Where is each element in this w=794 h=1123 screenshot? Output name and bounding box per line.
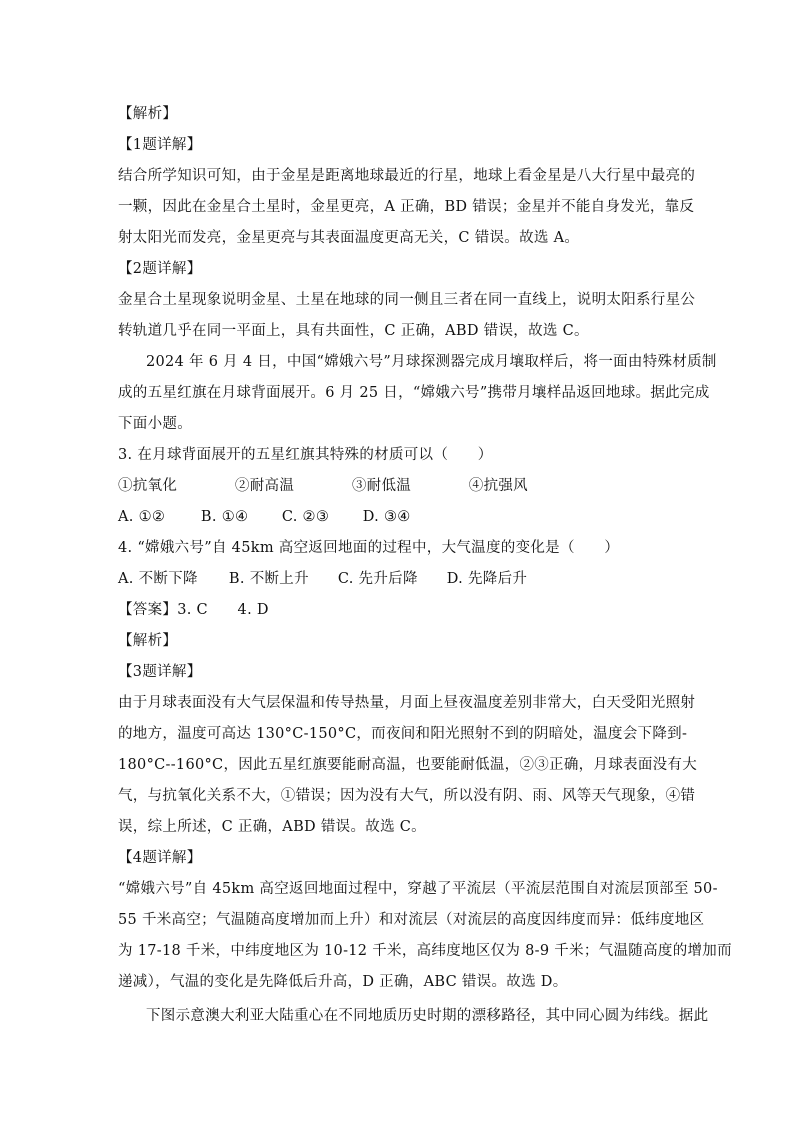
q4-choice: C. 先升后降 [337,571,418,587]
passage-line: 下图示意澳大利亚大陆重心在不同地质历史时期的漂移路径，其中同心圆为纬线。据此 [146,1008,709,1024]
text-line: 误，综上所述，C 正确，ABD 错误。故选 C。 [118,819,426,835]
text-line: 55 千米高空；气温随高度增加而上升）和对流层（对流层的高度因纬度而异：低纬度地区 [118,912,705,928]
q4-choice: A. 不断下降 [118,571,198,587]
question-3: 3. 在月球背面展开的五星红旗其特殊的材质可以（ ） [118,447,493,463]
passage-line: 成的五星红旗在月球背面展开。6 月 25 日，“嫦娥六号”携带月壤样品返回地球。据此完成 [118,385,710,401]
q3-choice: B. ①④ [200,509,249,525]
text-line: 一颗，因此在金星合土星时，金星更亮，A 正确，BD 错误；金星并不能自身发光，靠反 [118,199,695,215]
q3-choice: A. ①② [118,509,166,525]
subheading-q2: 【2题详解】 [118,261,202,277]
passage-line: 2024 年 6 月 4 日，中国“嫦娥六号”月球探测器完成月壤取样后，将一面由特殊材质制 [146,354,717,370]
q3-statement: ③耐低温 [351,478,412,494]
text-line: 递减），气温的变化是先降低后升高，D 正确，ABC 错误。故选 D。 [118,974,568,990]
text-line: 转轨道几乎在同一平面上，具有共面性，C 正确，ABD 错误，故选 C。 [118,323,589,339]
text-line: “嫦娥六号”自 45km 高空返回地面过程中，穿越了平流层（平流层范围自对流层顶部至 50- [118,881,718,897]
q3-choice: D. ③④ [362,509,411,525]
subheading-q4: 【4题详解】 [118,850,202,866]
text-line: 气，与抗氧化关系不大，①错误；因为没有大气，所以没有阴、雨、风等天气现象，④错 [118,788,696,804]
subheading-q1: 【1题详解】 [118,137,202,153]
text-line: 结合所学知识可知，由于金星是距离地球最近的行星，地球上看金星是八大行星中最亮的 [118,168,696,184]
text-line: 为 17-18 千米，中纬度地区为 10-12 千米，高纬度地区仅为 8-9 千米；气温随高度的增加而 [118,943,732,959]
q4-choices [118,569,527,589]
answer-line: 【答案】3. C 4. D [118,602,269,618]
subheading-q3: 【3题详解】 [118,664,202,680]
text-line: 由于月球表面没有大气层保温和传导热量，月面上昼夜温度差别非常大，白天受阳光照射 [118,695,696,711]
q3-statements [118,476,528,496]
q3-choice: C. ②③ [281,509,330,525]
text-line: 的地方，温度可高达 130°C-150°C，而夜间和阳光照射不到的阴暗处，温度会下降到- [118,726,688,742]
q4-choice: B. 不断上升 [228,571,309,587]
q3-statement: ④抗强风 [468,478,528,494]
text-line: 180°C--160°C，因此五星红旗要能耐高温，也要能耐低温，②③正确，月球表面没有大 [118,757,698,773]
question-4: 4. “嫦娥六号”自 45km 高空返回地面的过程中，大气温度的变化是（ ） [118,540,620,556]
passage-line: 下面小题。 [118,416,192,432]
q3-choices [118,507,411,527]
section-heading-analysis: 【解析】 [118,633,178,649]
q4-choice: D. 先降后升 [446,571,528,587]
section-heading-analysis: 【解析】 [118,106,178,122]
text-line: 射太阳光而发亮，金星更亮与其表面温度更高无关，C 错误。故选 A。 [118,230,580,246]
q3-statement: ①抗氧化 [118,478,178,494]
q3-statement: ②耐高温 [234,478,295,494]
text-line: 金星合土星现象说明金星、土星在地球的同一侧且三者在同一直线上，说明太阳系行星公 [118,292,696,308]
